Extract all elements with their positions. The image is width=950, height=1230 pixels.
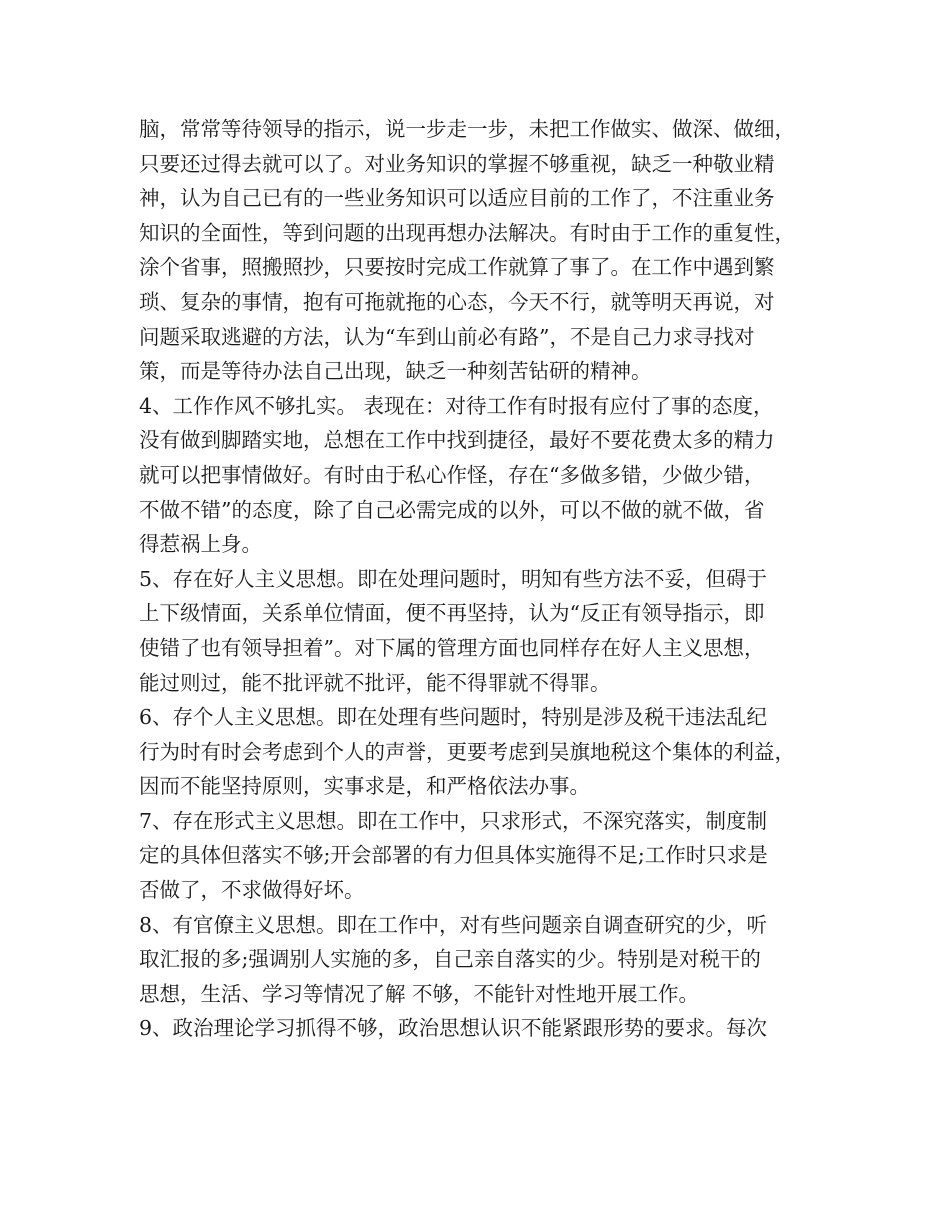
text-line: 问题采取逃避的方法，认为“车到山前必有路”，不是自己力求寻找对 bbox=[139, 324, 755, 349]
text-line: 涂个省事，照搬照抄，只要按时完成工作就算了事了。在工作中遇到繁 bbox=[139, 255, 775, 280]
text-line: 知识的全面性，等到问题的出现再想办法解决。有时由于工作的重复性， bbox=[139, 220, 795, 245]
text-line: 上下级情面，关系单位情面，便不再坚持，认为“反正有领导指示，即 bbox=[139, 601, 765, 626]
section-4-heading-line: 4、工作作风不够扎实。 表现在：对待工作有时报有应付了事的态度， bbox=[139, 393, 774, 418]
section-6-heading-line: 6、存个人主义思想。即在处理有些问题时，特别是涉及税干违法乱纪 bbox=[139, 705, 768, 730]
text-line: 脑，常常等待领导的指示，说一步走一步，未把工作做实、做深、做细， bbox=[139, 117, 795, 141]
text-line: 得惹祸上身。 bbox=[139, 532, 262, 557]
text-line: 不做不错”的态度，除了自己必需完成的以外，可以不做的就不做，省 bbox=[139, 497, 765, 522]
text-line: 能过则过，能不批评就不批评，能不得罪就不得罪。 bbox=[139, 670, 611, 695]
text-line: 思想，生活、学习等情况了解 不够，不能针对性地开展工作。 bbox=[139, 981, 700, 1006]
text-line: 只要还过得去就可以了。对业务知识的掌握不够重视，缺乏一种敬业精 bbox=[139, 151, 775, 176]
section-8-heading-line: 8、有官僚主义思想。即在工作中，对有些问题亲自调查研究的少，听 bbox=[139, 912, 768, 937]
text-line: 没有做到脚踏实地，总想在工作中找到捷径，最好不要花费太多的精力 bbox=[139, 428, 775, 453]
text-line: 行为时有时会考虑到个人的声誉，更要考虑到吴旗地税这个集体的利益， bbox=[139, 739, 795, 764]
text-line: 琐、复杂的事情，抱有可拖就拖的心态，今天不行，就等明天再说，对 bbox=[139, 289, 775, 314]
text-line: 否做了，不求做得好坏。 bbox=[139, 878, 365, 903]
text-line: 就可以把事情做好。有时由于私心作怪，存在“多做多错，少做少错， bbox=[139, 462, 765, 487]
text-line: 取汇报的多;强调别人实施的多，自己亲自落实的少。特别是对税干的 bbox=[139, 947, 761, 972]
section-9-heading-line: 9、政治理论学习抓得不够，政治思想认识不能紧跟形势的要求。每次 bbox=[139, 1016, 768, 1041]
document-body bbox=[139, 112, 839, 1046]
text-line: 使错了也有领导担着”。对下属的管理方面也同样存在好人主义思想， bbox=[139, 635, 765, 660]
text-line: 神，认为自己已有的一些业务知识可以适应目前的工作了，不注重业务 bbox=[139, 186, 775, 211]
text-line: 因而不能坚持原则，实事求是，和严格依法办事。 bbox=[139, 774, 590, 799]
text-line: 策，而是等待办法自己出现，缺乏一种刻苦钻研的精神。 bbox=[139, 359, 652, 384]
text-line: 定的具体但落实不够;开会部署的有力但具体实施得不足;工作时只求是 bbox=[139, 843, 768, 868]
section-5-heading-line: 5、存在好人主义思想。即在处理问题时，明知有些方法不妥，但碍于 bbox=[139, 566, 768, 591]
section-7-heading-line: 7、存在形式主义思想。即在工作中，只求形式，不深究落实，制度制 bbox=[139, 808, 768, 833]
